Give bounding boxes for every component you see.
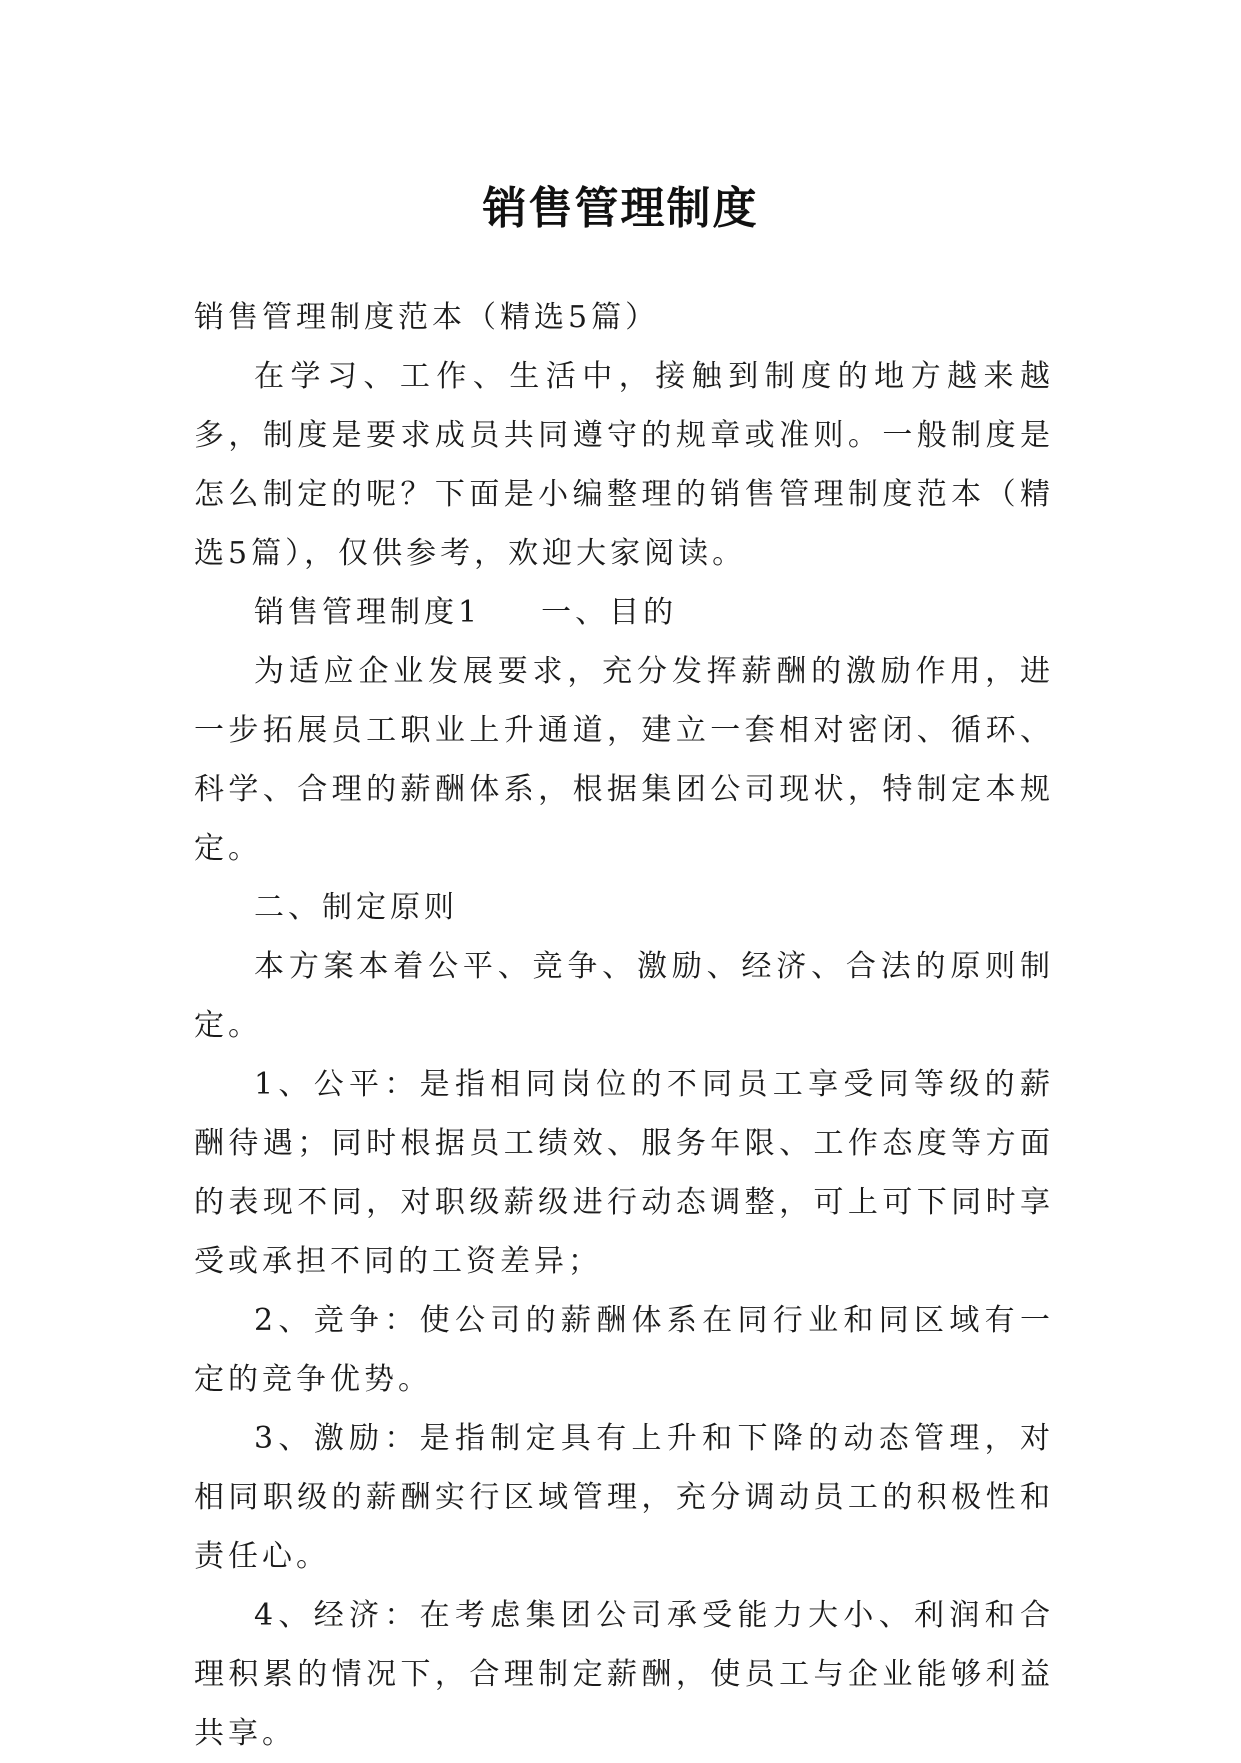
principle-competition: 2、竞争：使公司的薪酬体系在同行业和同区域有一定的竞争优势。 xyxy=(194,1303,1054,1397)
principles-intro: 本方案本着公平、竞争、激励、经济、合法的原则制定。 xyxy=(194,949,1054,1043)
section-1-heading: 一、目的 xyxy=(541,595,678,630)
section-1-line xyxy=(194,583,1054,642)
section-1-label: 销售管理制度1 xyxy=(254,595,482,630)
purpose-paragraph: 为适应企业发展要求，充分发挥薪酬的激励作用，进一步拓展员工职业上升通道，建立一套相对密闭、循环、科学、合理的薪酬体系，根据集团公司现状，特制定本规定。 xyxy=(194,654,1054,866)
principles-heading: 二、制定原则 xyxy=(254,890,458,925)
document-body xyxy=(194,288,1054,1763)
document-title: 销售管理制度 xyxy=(482,183,759,235)
document-subtitle: 销售管理制度范本（精选5篇） xyxy=(194,300,660,335)
principle-economy: 4、经济：在考虑集团公司承受能力大小、利润和合理积累的情况下，合理制定薪酬，使员工与企业能够利益共享。 xyxy=(194,1598,1054,1751)
intro-paragraph: 在学习、工作、生活中，接触到制度的地方越来越多，制度是要求成员共同遵守的规章或准则。一般制度是怎么制定的呢？下面是小编整理的销售管理制度范本（精选5篇），仅供参考，欢迎大家阅读。 xyxy=(194,359,1054,571)
principle-incentive: 3、激励：是指制定具有上升和下降的动态管理，对相同职级的薪酬实行区域管理，充分调动员工的积极性和责任心。 xyxy=(194,1421,1054,1574)
principle-fairness: 1、公平：是指相同岗位的不同员工享受同等级的薪酬待遇；同时根据员工绩效、服务年限、工作态度等方面的表现不同，对职级薪级进行动态调整，可上可下同时享受或承担不同的工资差异； xyxy=(194,1067,1054,1279)
